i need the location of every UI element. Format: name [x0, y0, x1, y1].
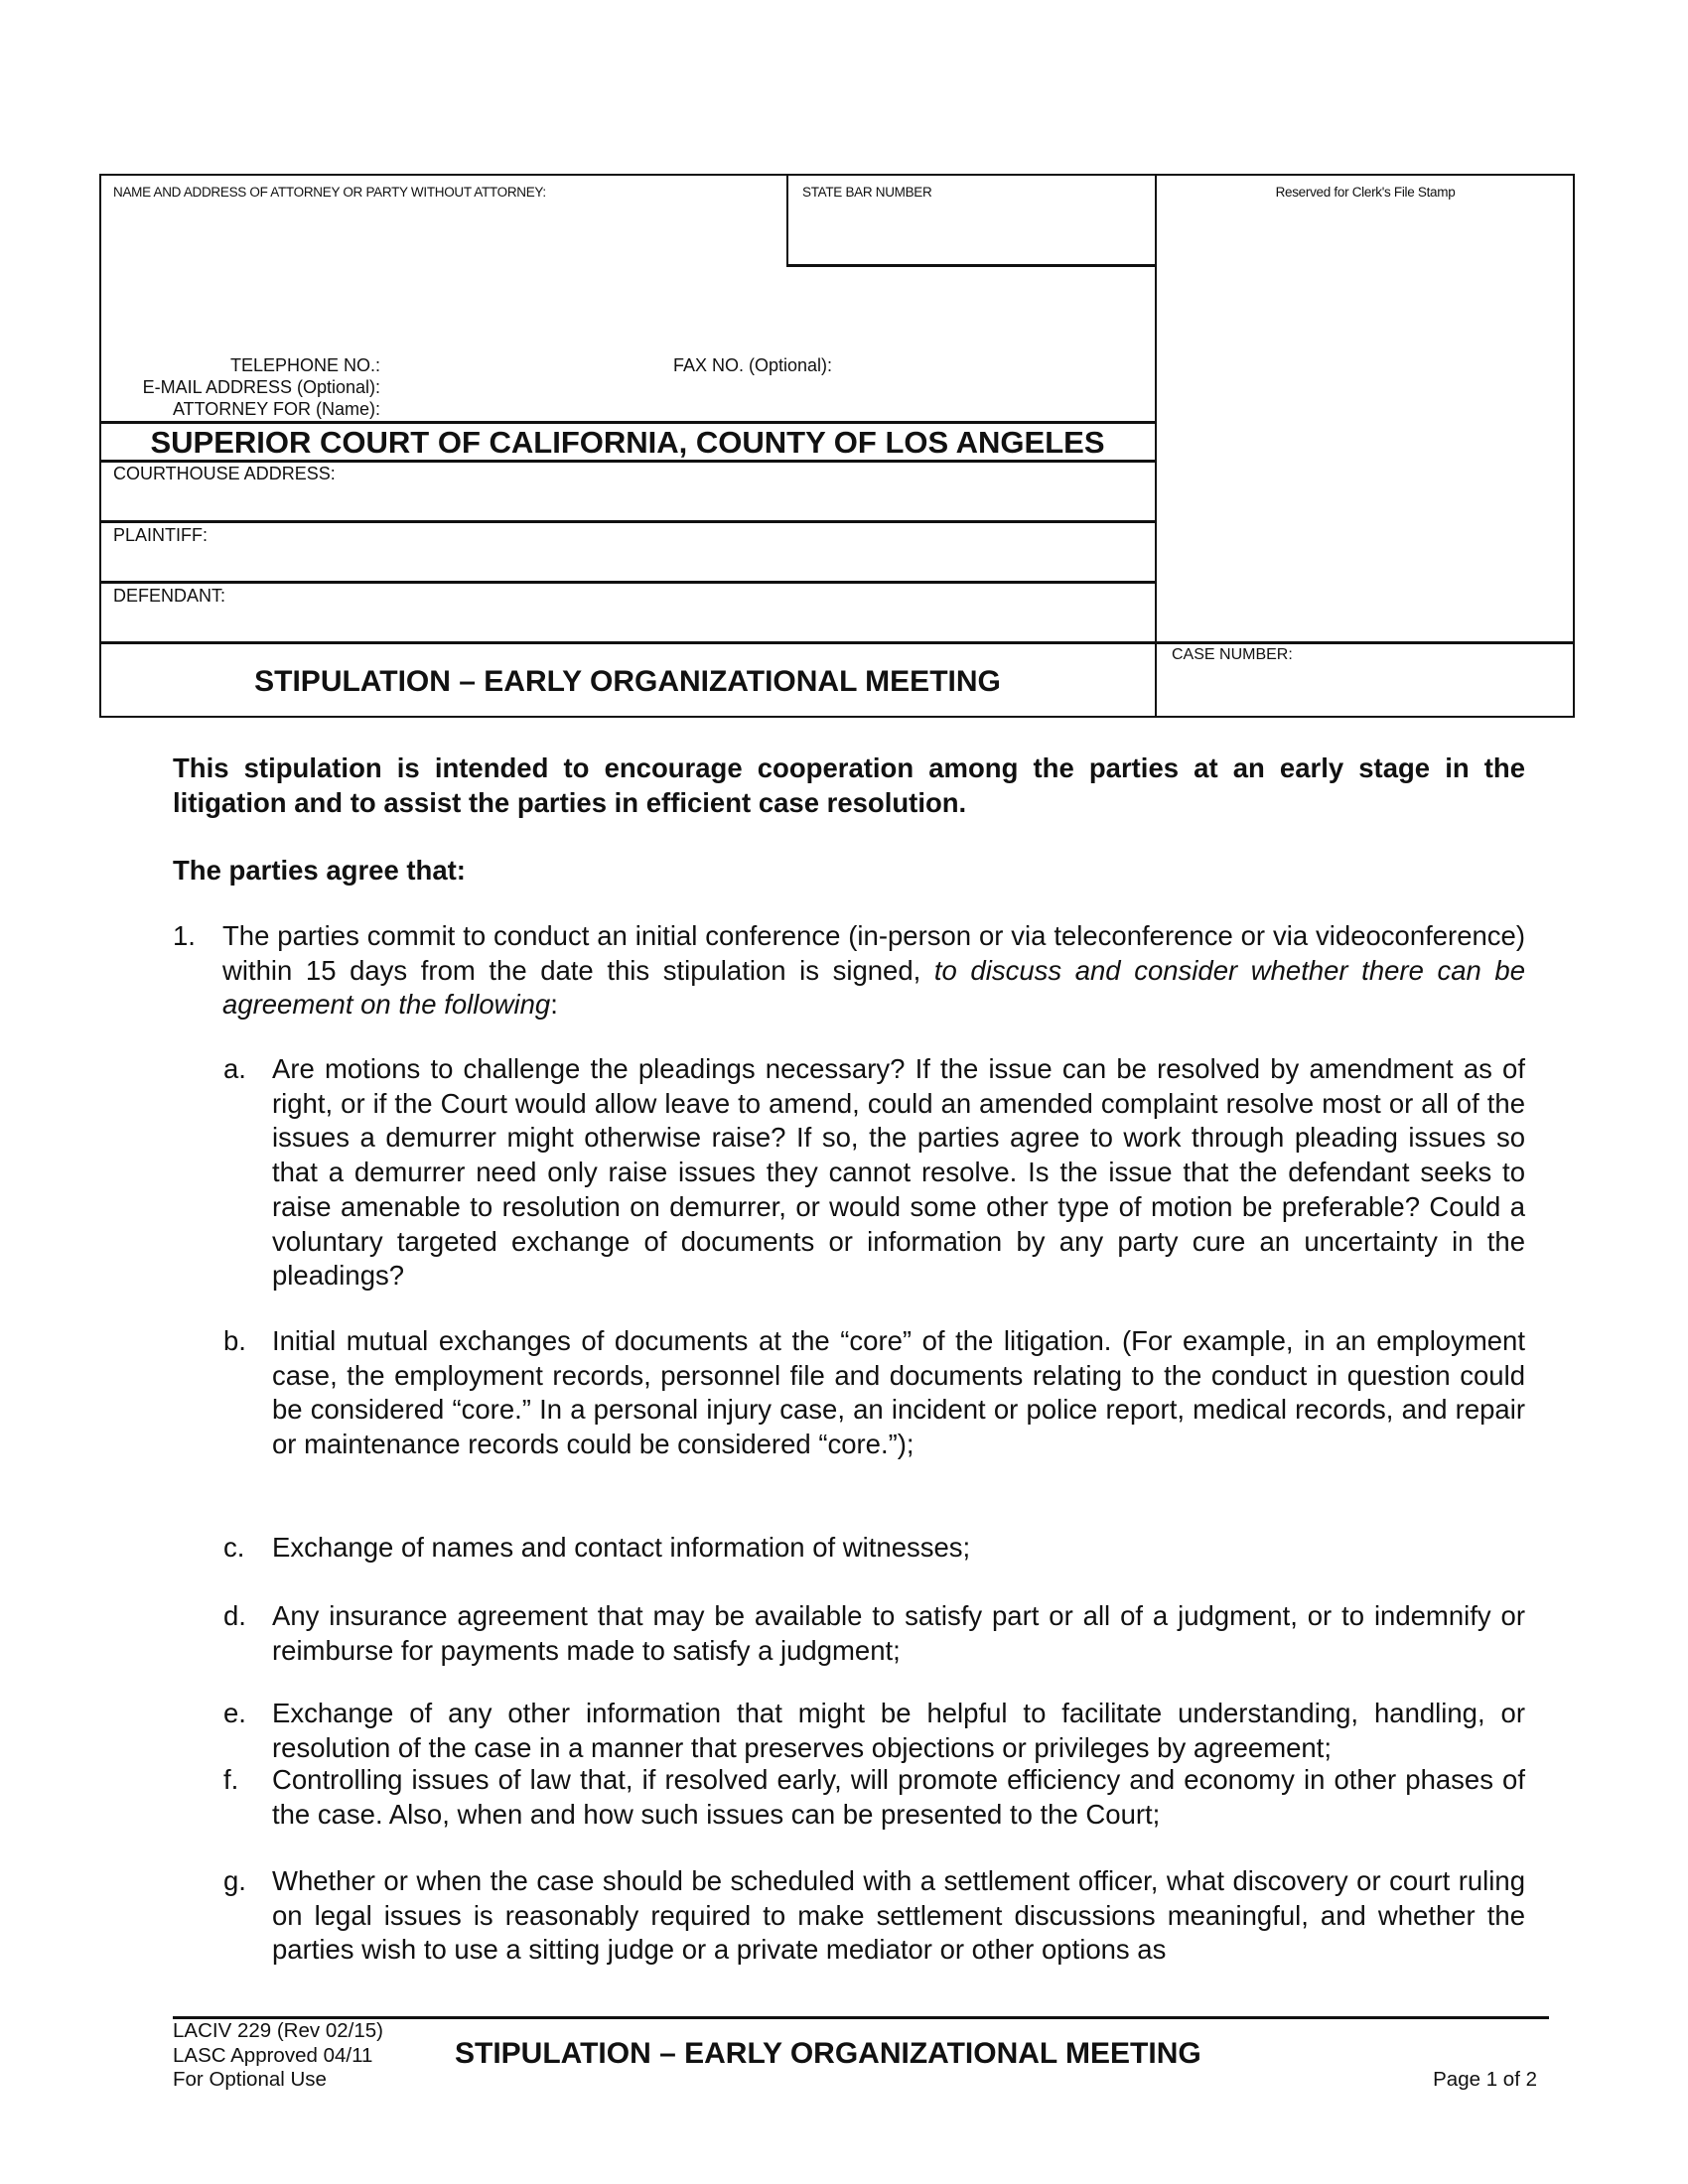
subitem-letter: e. [223, 1698, 246, 1728]
subitem-text: Initial mutual exchanges of documents at the “core” of the litigation. (For example, in an employment case, the employment records, personnel file and documents relating to the conduct in question could be considered “core.” In a personal injury case, an incident or police report, medical records, and repair or maintenance records could be considered “core.”); [272, 1325, 1525, 1460]
agree-heading: The parties agree that: [173, 855, 466, 886]
divider [99, 421, 1156, 424]
clerk-stamp-label: Reserved for Clerk's File Stamp [1275, 185, 1456, 200]
fax-field[interactable]: FAX NO. (Optional): [673, 355, 833, 375]
approval: LASC Approved 04/11 [173, 2043, 373, 2067]
item-1-end: : [550, 989, 558, 1021]
attorney-for-field[interactable]: ATTORNEY FOR (Name): [172, 399, 380, 419]
divider [99, 641, 1575, 644]
case-number-field[interactable]: CASE NUMBER: [1172, 646, 1293, 663]
defendant-field[interactable]: DEFENDANT: [113, 586, 226, 606]
divider [99, 520, 1156, 523]
item-1-italic: to discuss and consider whether there can be agreement on the following [222, 954, 1525, 1021]
page-number: Page 1 of 2 [1433, 2068, 1537, 2091]
subitem-text: Any insurance agreement that may be available to satisfy part or all of a judgment, or to indemnify or reimburse for payments made to satisfy a judgment; [272, 1600, 1525, 1666]
divider [786, 264, 1156, 267]
plaintiff-field[interactable]: PLAINTIFF: [113, 525, 209, 545]
subitem-letter: f. [223, 1764, 239, 1795]
subitem-letter: g. [223, 1865, 246, 1896]
subitem-text: Exchange of names and contact information of witnesses; [272, 1532, 971, 1563]
attorney-name-address-field[interactable]: NAME AND ADDRESS OF ATTORNEY OR PARTY WITHOUT ATTORNEY: [113, 185, 546, 200]
optional-use: For Optional Use [173, 2068, 327, 2091]
subitem-letter: c. [223, 1532, 245, 1563]
item-number: 1. [173, 920, 196, 951]
subitem-text: Are motions to challenge the pleadings necessary? If the issue can be resolved by amendment as of right, or if the Court would allow leave to amend, could an amended complaint resolve most or all of the issues a demurrer might otherwise raise? If so, the parties agree to work through pleading issues so that a demurrer need only raise issues they cannot resolve. Is the issue that the defendant seeks to raise amenable to resolution on demurrer, or would some other type of motion be preferable? Could a voluntary targeted exchange of documents or information by any party cure an uncertainty in the pleadings? [272, 1053, 1525, 1292]
email-field[interactable]: E-MAIL ADDRESS (Optional): [142, 377, 380, 397]
document-title: STIPULATION – EARLY ORGANIZATIONAL MEETING [254, 665, 1001, 698]
item-1-main: The parties commit to conduct an initial conference (in-person or via teleconference or via videoconference) within 15 days from the date this stipulation is signed, [222, 920, 1525, 986]
subitem-letter: d. [223, 1600, 246, 1631]
subitem-text: Whether or when the case should be scheduled with a settlement officer, what discovery or court ruling on legal issues is reasonably required to make settlement discussions meaningful, and whether the parties wish to use a sitting judge or a private mediator or other options as [272, 1865, 1525, 1966]
court-name: SUPERIOR COURT OF CALIFORNIA, COUNTY OF LOS ANGELES [150, 425, 1105, 460]
divider [786, 174, 788, 266]
divider [99, 581, 1156, 584]
telephone-field[interactable]: TELEPHONE NO.: [229, 355, 380, 375]
subitem-text: Controlling issues of law that, if resolved early, will promote efficiency and economy in other phases of the case. Also, when and how such issues can be presented to the Court; [272, 1764, 1525, 1830]
footer-form-info [173, 2019, 383, 2093]
subitem-text: Exchange of any other information that might be helpful to facilitate understanding, handling, or resolution of the case in a manner that preserves objections or privileges by agreement; [272, 1698, 1525, 1763]
form-id: LACIV 229 (Rev 02/15) [173, 2019, 383, 2042]
courthouse-address-field[interactable]: COURTHOUSE ADDRESS: [113, 464, 336, 483]
subitem-letter: b. [223, 1325, 246, 1356]
intro-paragraph: This stipulation is intended to encourage cooperation among the parties at an early stage in the litigation and to assist the parties in efficient case resolution. [173, 752, 1525, 818]
item-1-text [222, 919, 1525, 1023]
subitem-letter: a. [223, 1053, 246, 1084]
state-bar-number-field[interactable]: STATE BAR NUMBER [802, 185, 932, 200]
footer-title: STIPULATION – EARLY ORGANIZATIONAL MEETING [455, 2037, 1201, 2070]
